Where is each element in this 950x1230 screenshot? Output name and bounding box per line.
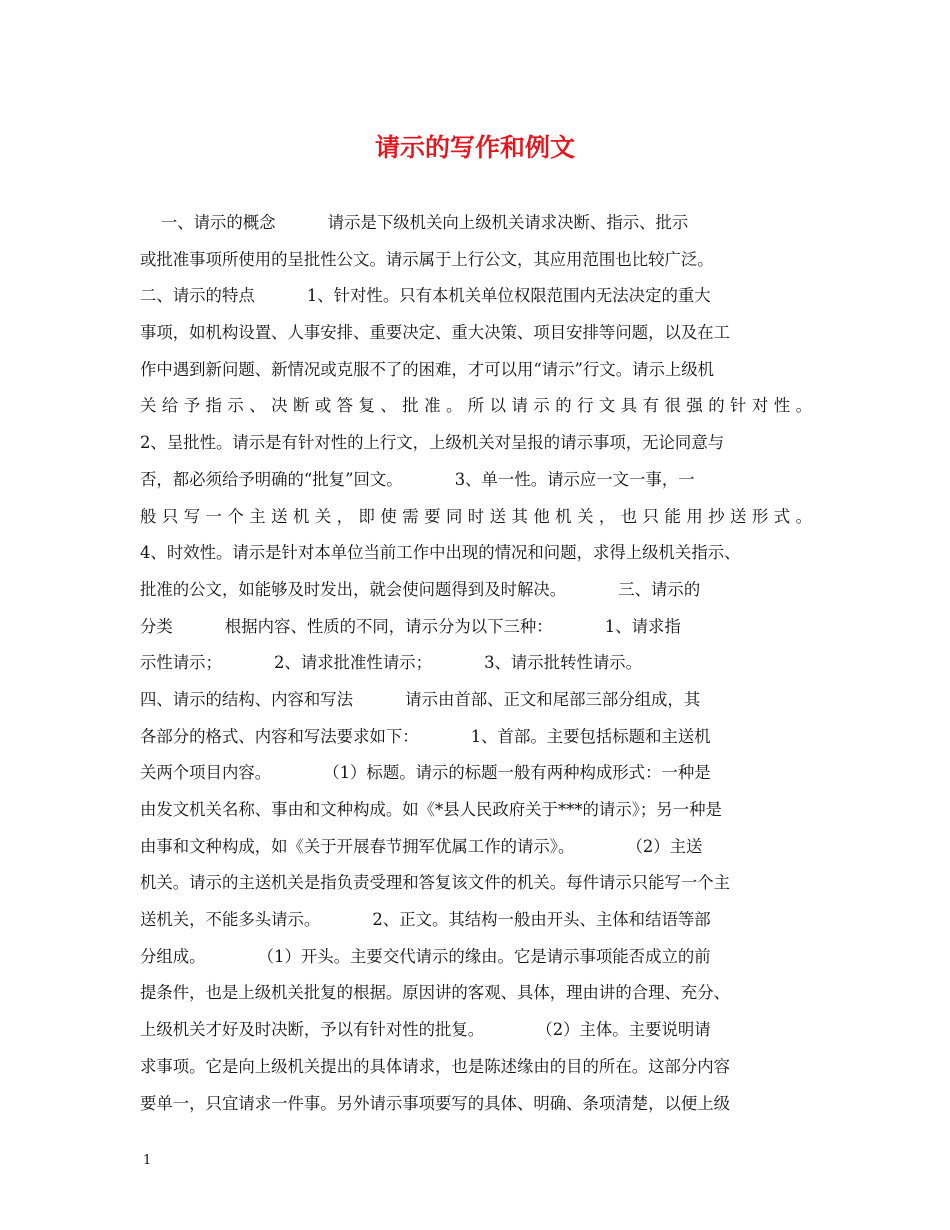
text-line: 由事和文种构成，如《关于开展春节拥军优属工作的请示》。 （2）主送 — [140, 836, 703, 856]
text-line: 或批准事项所使用的呈批性公文。请示属于上行公文，其应用范围也比较广泛。 — [140, 249, 714, 269]
text-line: 提条件，也是上级机关批复的根据。原因讲的客观、具体，理由讲的合理、充分、 — [140, 983, 731, 1003]
document-body — [140, 205, 812, 1122]
text-line: 关给予指示、决断或答复、批准。所以请示的行文具有很强的针对性。 — [140, 396, 812, 416]
text-line: 关两个项目内容。 （1）标题。请示的标题一般有两种构成形式：一种是 — [140, 763, 711, 783]
text-line: 四、请示的结构、内容和写法 请示由首部、正文和尾部三部分组成，其 — [140, 689, 701, 709]
text-line: 送机关，不能多头请示。 2、正文。其结构一般由开头、主体和结语等部 — [140, 910, 711, 930]
text-line: 一、请示的概念 请示是下级机关向上级机关请求决断、指示、批示 — [140, 213, 689, 232]
text-line: 要单一，只宜请求一件事。另外请示事项要写的具体、明确、条项清楚，以便上级 — [140, 1093, 731, 1113]
text-line: 般只写一个主送机关，即使需要同时送其他机关，也只能用抄送形式。 — [140, 506, 812, 526]
text-line: 示性请示； 2、请求批准性请示； 3、请示批转性请示。 — [140, 653, 643, 673]
text-line: 各部分的格式、内容和写法要求如下： 1、首部。主要包括标题和主送机 — [140, 726, 711, 746]
text-line: 分组成。 （1）开头。主要交代请示的缘由。它是请示事项能否成立的前 — [140, 946, 711, 966]
text-line: 二、请示的特点 1、针对性。只有本机关单位权限范围内无法决定的重大 — [140, 286, 711, 306]
document-title: 请示的写作和例文 — [374, 133, 575, 162]
text-line: 事项，如机构设置、人事安排、重要决定、重大决策、项目安排等问题，以及在工 — [140, 323, 731, 343]
text-line: 否，都必须给予明确的“批复”回文。 3、单一性。请示应一文一事，一 — [140, 469, 695, 489]
text-line: 由发文机关名称、事由和文种构成。如《*县人民政府关于***的请示》；另一种是 — [140, 800, 722, 819]
text-line: 求事项。它是向上级机关提出的具体请求，也是陈述缘由的目的所在。这部分内容 — [140, 1056, 731, 1076]
page-number: 1 — [143, 1153, 152, 1168]
text-line: 机关。请示的主送机关是指负责受理和答复该文件的机关。每件请示只能写一个主 — [140, 873, 731, 893]
text-line: 分类 根据内容、性质的不同，请示分为以下三种： 1、请求指 — [140, 616, 681, 636]
text-line: 2、呈批性。请示是有针对性的上行文，上级机关对呈报的请示事项，无论同意与 — [140, 433, 725, 453]
text-line: 上级机关才好及时决断，予以有针对性的批复。 （2）主体。主要说明请 — [140, 1020, 711, 1040]
text-line: 批准的公文，如能够及时发出，就会使问题得到及时解决。 三、请示的 — [140, 579, 701, 599]
text-line: 4、时效性。请示是针对本单位当前工作中出现的情况和问题，求得上级机关指示、 — [140, 543, 741, 563]
text-line: 作中遇到新问题、新情况或克服不了的困难，才可以用“请示”行文。请示上级机 — [140, 359, 715, 379]
